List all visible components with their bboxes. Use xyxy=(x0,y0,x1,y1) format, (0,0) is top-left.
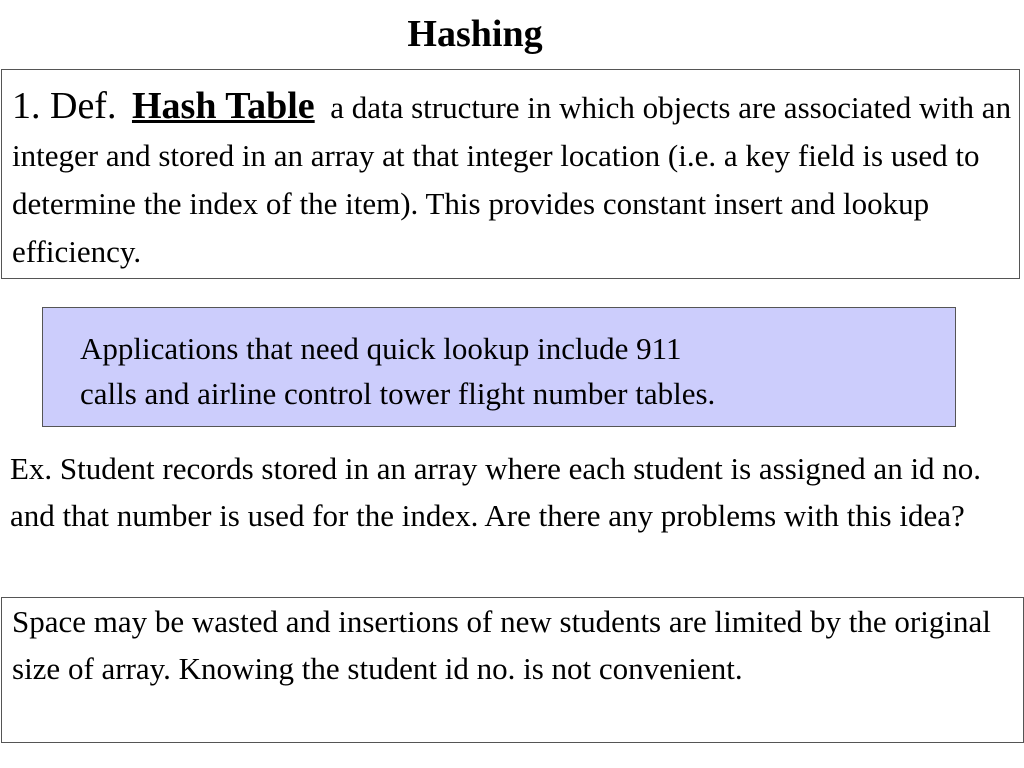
definition-box xyxy=(1,69,1020,279)
definition-text: a data structure in which objects are associated with an integer and stored in an array at that integer location (i.e. a key field is used to determine the index of the item). This provides constant insert and lookup efficiency. xyxy=(12,90,1012,269)
slide-title: Hashing xyxy=(407,13,543,55)
answer-box xyxy=(1,597,1024,743)
example-text: Ex. Student records stored in an array where each student is assigned an id no. and that number is used for the index. Are there any problems with this idea? xyxy=(10,451,982,533)
definition-number: 1. Def. xyxy=(12,85,117,127)
applications-callout xyxy=(42,307,956,427)
definition-term: Hash Table xyxy=(131,85,315,127)
answer-text: Space may be wasted and insertions of new students are limited by the original size of array. Knowing the student id no. is not convenient. xyxy=(12,604,991,686)
applications-line-2: calls and airline control tower flight number tables. xyxy=(80,376,716,411)
applications-line-1: Applications that need quick lookup include 911 xyxy=(80,331,682,366)
